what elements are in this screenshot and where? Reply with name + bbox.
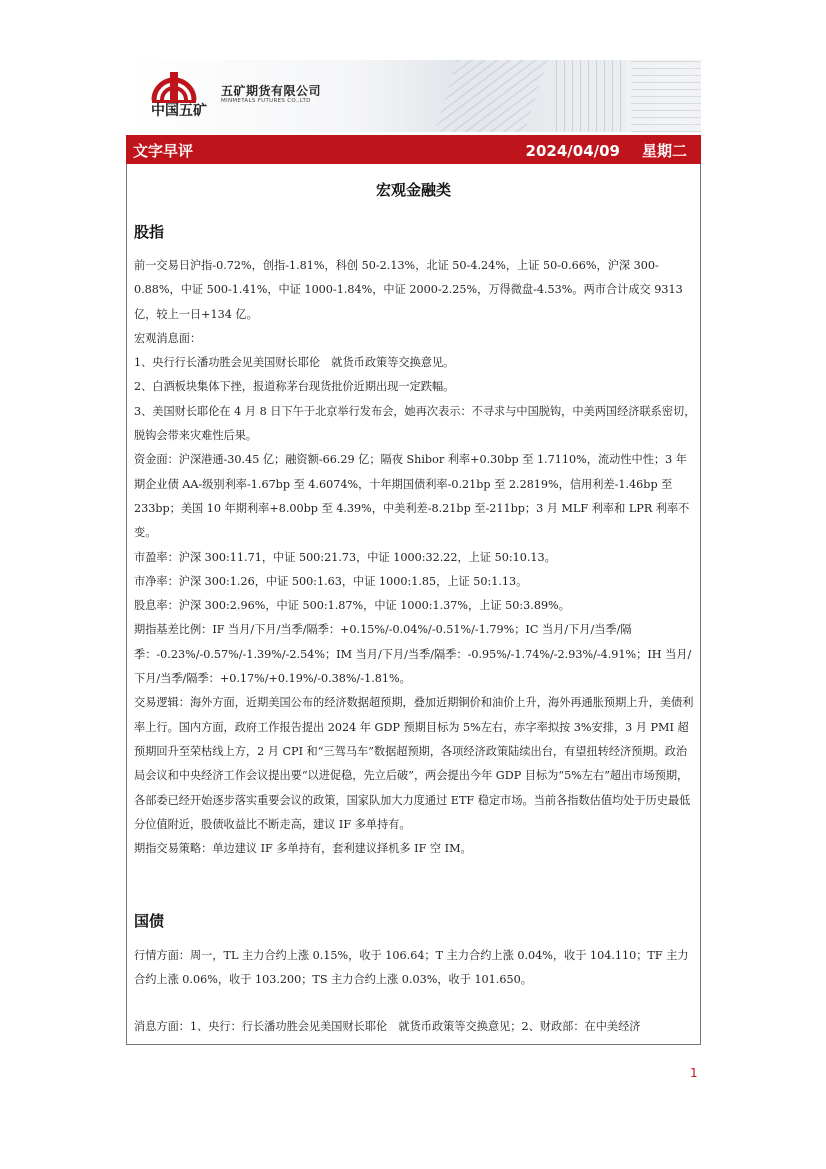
paragraph: 期指交易策略：单边建议 IF 多单持有，套利建议择机多 IF 空 IM。 bbox=[134, 842, 472, 856]
report-header-banner bbox=[126, 60, 701, 132]
page-number: 1 bbox=[690, 1066, 698, 1080]
minmetals-logo-icon bbox=[148, 66, 200, 104]
paragraph: 前一交易日沪指-0.72%，创指-1.81%，科创 50-2.13%，北证 50-4.24%，上证 50-0.66%，沪深 300-0.88%，中证 500-1.41%，中证 1000-1.84%，中证 2000-2.25%，万得微盘-4.53%。两市合计成交 9313 亿，较上一日+134 亿。 bbox=[134, 259, 683, 321]
building-graphic bbox=[556, 60, 626, 132]
report-title: 文字早评 bbox=[133, 142, 194, 160]
building-graphic bbox=[631, 60, 701, 132]
paragraph: 股息率：沪深 300:2.96%，中证 500:1.87%，中证 1000:1.37%，上证 50:3.89%。 bbox=[134, 599, 570, 613]
report-date-group bbox=[526, 140, 687, 161]
report-content bbox=[126, 164, 701, 1045]
stock-index-body bbox=[134, 254, 696, 861]
report-date: 2024/04/09 bbox=[525, 142, 620, 160]
paragraph: 资金面：沪深港通-30.45 亿；融资额-66.29 亿；隔夜 Shibor 利率+0.30bp 至 1.7110%，流动性中性；3 年期企业债 AA-级别利率-1.67bp 至 4.6074%，十年期国债利率-0.21bp 至 2.2819%，信用利差-1.46bp 至 233bp；美国 10 年期利率+8.00bp 至 4.39%，中美利差-8.21bp 至-211bp；3 月 MLF 利率和 LPR 利率不变。 bbox=[134, 453, 690, 540]
company-name-cn: 五矿期货有限公司 bbox=[221, 84, 322, 98]
bonds-heading: 国债 bbox=[134, 912, 165, 930]
paragraph: 行情方面：周一，TL 主力合约上涨 0.15%，收于 106.64；T 主力合约上涨 0.04%，收于 104.110；TF 主力合约上涨 0.06%，收于 103.200；TS 主力合约上涨 0.03%，收于 101.650。 bbox=[134, 949, 689, 987]
paragraph: 3、美国财长耶伦在 4 月 8 日下午于北京举行发布会，她再次表示：不寻求与中国脱钩，中美两国经济联系密切，脱钩会带来灾难性后果。 bbox=[134, 404, 696, 443]
paragraph: 宏观消息面： bbox=[134, 331, 202, 345]
logo-text: 中国五矿 bbox=[151, 103, 207, 119]
paragraph: 2、白酒板块集体下挫，报道称茅台现货批价近期出现一定跌幅。 bbox=[134, 380, 455, 394]
paragraph: 市盈率：沪深 300:11.71，中证 500:21.73，中证 1000:32.22，上证 50:10.13。 bbox=[134, 550, 556, 564]
building-graphic bbox=[434, 60, 547, 132]
paragraph: 期指基差比例：IF 当月/下月/当季/隔季：+0.15%/-0.04%/-0.51%/-1.79%；IC 当月/下月/当季/隔季：-0.23%/-0.57%/-1.39%/-2.54%；IM 当月/下月/当季/隔季：-0.95%/-1.74%/-2.93%/-4.91%；IH 当月/下月/当季/隔季：+0.17%/+0.19%/-0.38%/-1.81%。 bbox=[134, 623, 692, 686]
paragraph: 消息方面：1、央行：行长潘功胜会见美国财长耶伦 就货币政策等交换意见；2、财政部：在中美经济 bbox=[134, 1019, 641, 1033]
stock-index-heading: 股指 bbox=[134, 223, 165, 241]
paragraph: 1、央行行长潘功胜会见美国财长耶伦 就货币政策等交换意见。 bbox=[134, 356, 455, 370]
report-title-bar bbox=[126, 135, 701, 164]
paragraph: 交易逻辑：海外方面，近期美国公布的经济数据超预期，叠加近期铜价和油价上升，海外再通胀预期上升，美债利率上行。国内方面，政府工作报告提出 2024 年 GDP 预期目标为 5%左右，赤字率拟按 3%安排，3 月 PMI 超预期回升至荣枯线上方，2 月 CPI 和“三驾马车”数据超预期，各项经济政策陆续出台，有望扭转经济预期。政治局会议和中央经济工作会议提出要“以进促稳，先立后破”，两会提出今年 GDP 目标为“5%左右”超出市场预期，各部委已经开始逐步落实重要会议的政策，国家队加大力度通过 ETF 稳定市场。当前各指数估值均处于历史最低分位值附近，股债收益比不断走高，建议 IF 多单持有。 bbox=[134, 696, 694, 831]
paragraph: 市净率：沪深 300:1.26，中证 500:1.63，中证 1000:1.85，上证 50:1.13。 bbox=[134, 574, 528, 588]
company-name-en: MINMETALS FUTURES CO.,LTD bbox=[221, 98, 311, 104]
bonds-body bbox=[134, 944, 696, 1039]
report-weekday: 星期二 bbox=[641, 142, 687, 160]
section-title: 宏观金融类 bbox=[375, 181, 451, 199]
